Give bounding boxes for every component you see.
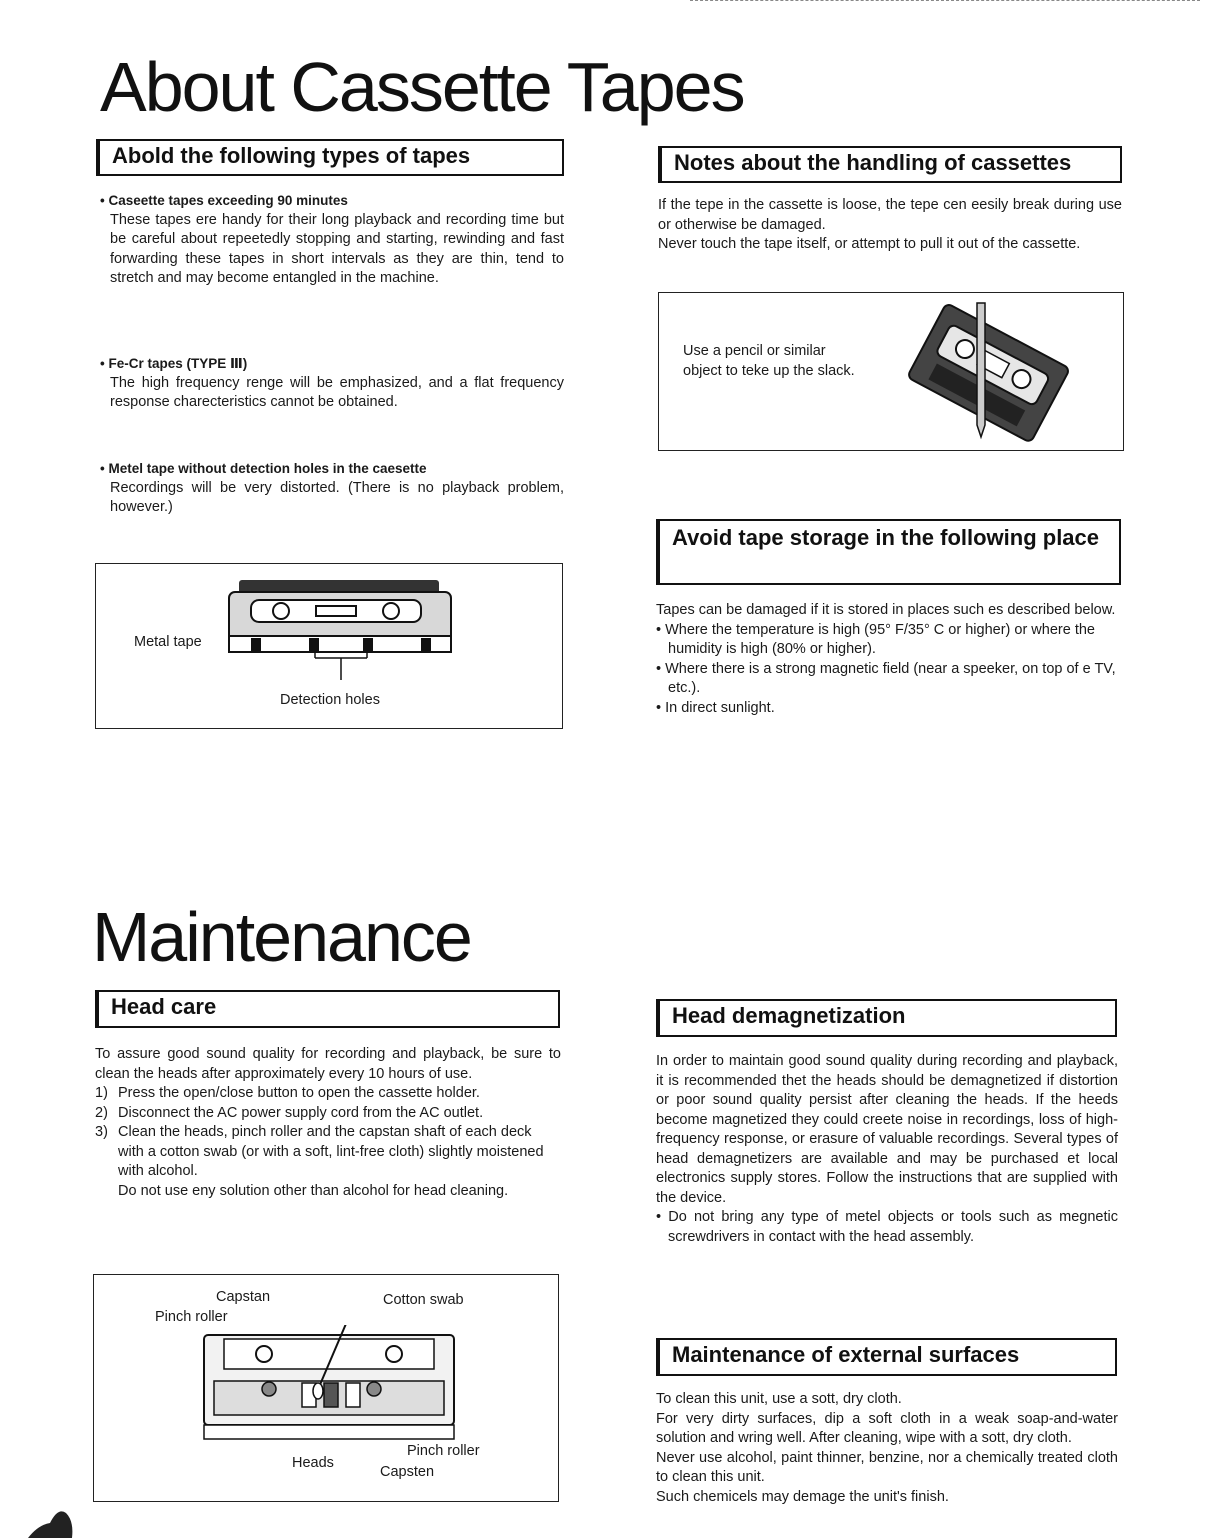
handling-paragraph-1: If the tepe in the cassette is loose, the tepe cen eesily break during use or otherwise be damaged.: [658, 197, 1122, 233]
external-line-1: To clean this unit, use a sott, dry cloth.: [656, 1391, 902, 1407]
external-line-3: Never use alcohol, paint thinner, benzine, nor a chemically treated cloth to clean this unit.: [656, 1449, 1118, 1485]
head-care-step-2: 2) Disconnect the AC power supply cord from the AC outlet.: [95, 1104, 484, 1121]
head-cleaning-figure: [93, 1274, 559, 1502]
storage-bullet-1: • Where the temperature is high (95° F/35° C or higher) or where the humidity is high (80% or higher).: [656, 621, 1095, 657]
avoid-item-3-text: Recordings will be very distorted. (There is no playback problem, however.): [110, 479, 564, 515]
handling-text: [658, 196, 1122, 255]
demag-bullet: • Do not bring any type of metel objects or tools such as megnetic screwdrivers in contact with the head assembly.: [656, 1209, 1118, 1245]
page-title-about: About Cassette Tapes: [100, 48, 744, 126]
avoid-item-1-text: These tapes ere handy for their long playback and recording time but be careful about repeetedly stopping and starting, rewinding and fast forwarding these tapes in short intervals as they are thin, tend to stretch and may become entangled in the machine.: [110, 211, 564, 286]
head-care-intro: To assure good sound quality for recording and playback, be sure to clean the heads after approximately every 10 hours of use.: [95, 1046, 561, 1082]
head-care-step-3: 3) Clean the heads, pinch roller and the capstan shaft of each deck with a cotton swab (or with a soft, lint-free cloth) slightly moistened with alcohol.: [95, 1124, 544, 1179]
avoid-item-3-title: • Metel tape without detection holes in the caesette: [100, 461, 427, 476]
top-edge-artifact: [690, 0, 1200, 4]
heading-head-care: Head care: [95, 990, 560, 1028]
external-line-4: Such chemicels may demage the unit's finish.: [656, 1488, 949, 1505]
page-corner-mark: [28, 1503, 78, 1538]
label-metal-tape: Metal tape: [134, 634, 202, 650]
label-pinch-roller-bottom: Pinch roller: [407, 1443, 480, 1459]
avoid-item-2-title: • Fe-Cr tapes (TYPE Ⅲ): [100, 356, 248, 371]
cassette-pencil-drawing: [899, 297, 1079, 447]
avoid-item-1: [100, 191, 564, 289]
demag-text: [656, 1052, 1118, 1247]
pencil-figure: [658, 292, 1124, 451]
storage-text: [656, 601, 1122, 718]
avoid-item-2-text: The high frequency renge will be emphasized, and a flat frequency response charecteristics cannot be obtained.: [110, 374, 564, 410]
head-care-text: [95, 1045, 561, 1201]
avoid-item-1-title: • Caseette tapes exceeding 90 minutes: [100, 193, 348, 208]
head-care-note: Do not use eny solution other than alcohol for head cleaning.: [118, 1182, 509, 1199]
metal-tape-figure: [95, 563, 563, 729]
label-detection-holes: Detection holes: [280, 692, 380, 708]
handling-paragraph-2: Never touch the tape itself, or attempt to pull it out of the cassette.: [658, 236, 1081, 252]
heading-demagnetization: Head demagnetization: [656, 999, 1117, 1037]
label-capstan-top: Capstan: [216, 1289, 271, 1305]
metal-tape-drawing: [221, 574, 461, 684]
storage-intro: Tapes can be damaged if it is stored in places such es described below.: [656, 602, 1116, 618]
avoid-item-2: [100, 354, 564, 413]
avoid-item-3: [100, 459, 564, 518]
demag-paragraph: In order to maintain good sound quality during recording and playback, it is recommended thet the heads should be demagnetized if distortion or poor sound quality persist after cleaning the heads. If the heeds become magnetized they could creete noise in recordings, loss of high-frequency response, or erasure of valuable recordings. Several types of head demagnetizers are available and may be purchased et local electronics supply stores. Follow the instructions that are supplied with the device.: [656, 1053, 1118, 1206]
external-line-2: For very dirty surfaces, dip a soft cloth in a weak soap-and-water solution and wring well. After cleaning, wipe with a sott, dry cloth.: [656, 1410, 1118, 1446]
heading-external-surfaces: Maintenance of external surfaces: [656, 1338, 1117, 1376]
heading-avoid-types: Abold the following types of tapes: [96, 139, 564, 176]
head-care-step-1: 1) Press the open/close button to open the cassette holder.: [95, 1085, 480, 1101]
heading-storage: Avoid tape storage in the following place: [656, 519, 1121, 585]
pencil-caption: Use a pencil or similar object to teke up the slack.: [683, 343, 855, 379]
head-assembly-drawing: [194, 1325, 464, 1445]
page-title-maintenance: Maintenance: [92, 898, 471, 976]
label-cotton-swab: Cotton swab: [383, 1292, 464, 1308]
label-heads: Heads: [292, 1455, 334, 1471]
storage-bullet-3: • In direct sunlight.: [656, 699, 775, 716]
heading-handling: Notes about the handling of cassettes: [658, 146, 1122, 183]
label-pinch-roller-top: Pinch roller: [155, 1309, 228, 1325]
storage-bullet-2: • Where there is a strong magnetic field (near a speeker, on top of e TV, etc.).: [656, 660, 1116, 696]
external-text: [656, 1390, 1118, 1507]
label-capstan-bottom: Capsten: [380, 1464, 435, 1480]
